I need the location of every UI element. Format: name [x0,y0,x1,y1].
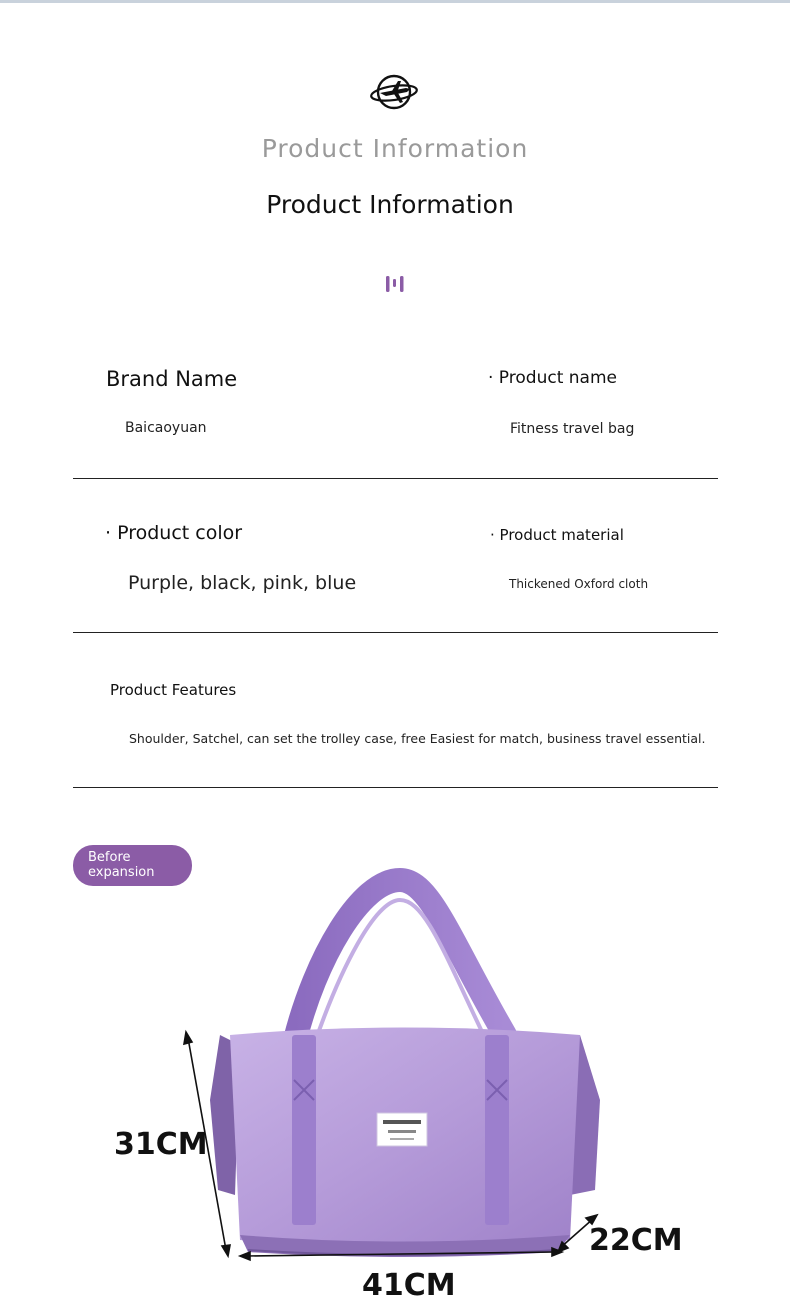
product-features-label: Product Features [110,681,237,699]
airplane-planet-icon [370,72,420,112]
section-title-light: Product Information [261,134,529,163]
product-name-value: Fitness travel bag [510,421,635,437]
product-material-label: · Product material [490,526,624,544]
product-features-value: Shoulder, Satchel, can set the trolley case, free Easiest for match, business travel essential. [129,731,706,746]
product-color-label: · Product color [105,522,243,544]
product-name-label: · Product name [488,368,617,388]
depth-dimension-label: 22CM [589,1223,683,1258]
badge-line: Before [88,850,131,865]
height-dimension-label: 31CM [114,1127,208,1162]
section-title: Product Information [266,190,514,219]
row-divider [73,632,718,633]
badge-line: expansion [88,865,155,880]
row-divider [73,787,718,788]
width-dimension-label: 41CM [362,1268,456,1303]
row-divider [73,478,718,479]
double-bar-mark-icon [384,273,406,295]
product-material-value: Thickened Oxford cloth [509,577,649,591]
product-color-value: Purple, black, pink, blue [128,572,357,594]
top-border [0,0,790,3]
brand-name-value: Baicaoyuan [125,420,207,436]
brand-name-label: Brand Name [106,367,238,391]
